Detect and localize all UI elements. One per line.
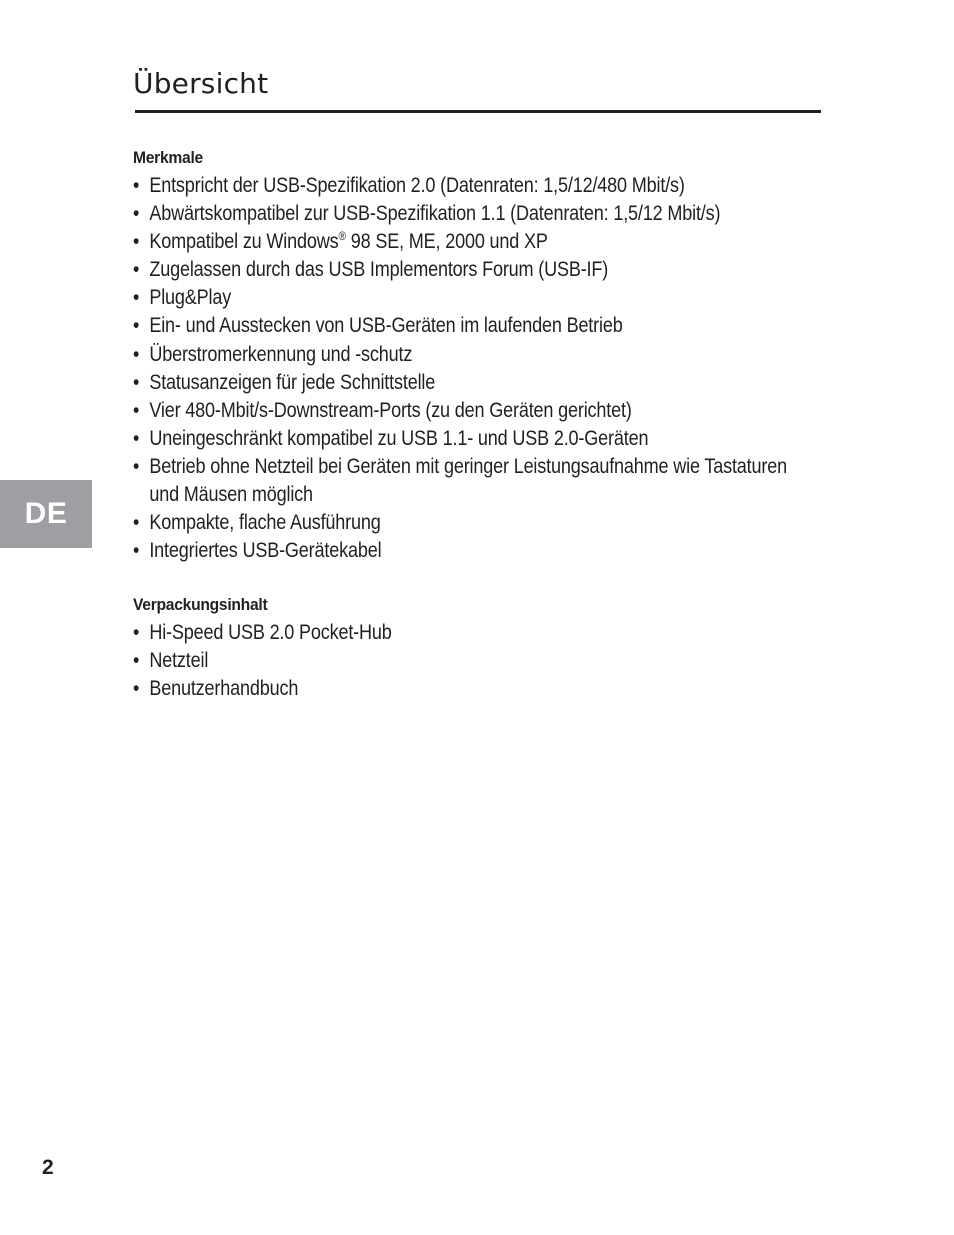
- list-item-text: [149, 228, 547, 256]
- windows-label: Kompatibel zu Windows: [149, 230, 339, 254]
- list-item: [133, 228, 735, 256]
- language-tab: [0, 480, 92, 548]
- list-item: [133, 675, 735, 703]
- bullet-icon: •: [133, 258, 140, 282]
- package-contents-list: [133, 619, 833, 703]
- bullet-icon: •: [133, 677, 140, 701]
- bullet-icon: •: [133, 202, 140, 226]
- list-item-text: Zugelassen durch das USB Implementors Forum (USB-IF): [149, 258, 609, 282]
- bullet-icon: •: [133, 314, 140, 338]
- list-item-text: Benutzerhandbuch: [149, 677, 299, 701]
- features-list: [133, 172, 833, 565]
- list-item: [133, 453, 787, 509]
- windows-versions: 98 SE, ME, 2000 und XP: [345, 230, 548, 254]
- list-item: [133, 312, 735, 340]
- bullet-icon: •: [133, 454, 140, 478]
- list-item-text: Integriertes USB-Gerätekabel: [149, 539, 382, 563]
- features-heading: Merkmale: [133, 148, 203, 167]
- list-item: [133, 200, 735, 228]
- features-section: [133, 144, 833, 565]
- list-item-text: Ein- und Ausstecken von USB-Geräten im laufenden Betrieb: [149, 314, 623, 338]
- list-item: [133, 369, 735, 397]
- list-item: [133, 509, 735, 537]
- list-item-text: Hi-Speed USB 2.0 Pocket-Hub: [149, 621, 392, 644]
- page-title: Übersicht: [133, 67, 269, 100]
- bullet-icon: •: [133, 230, 140, 254]
- bullet-icon: •: [133, 342, 140, 366]
- list-item-text: Uneingeschränkt kompatibel zu USB 1.1- und USB 2.0-Geräten: [149, 426, 649, 450]
- list-item: [133, 256, 735, 284]
- list-item: [133, 172, 735, 200]
- list-item: [133, 425, 735, 453]
- list-item-text: Überstromerkennung und -schutz: [149, 342, 413, 366]
- bullet-icon: •: [133, 398, 140, 422]
- bullet-icon: •: [133, 621, 140, 644]
- list-item-text: Kompakte, flache Ausführung: [149, 511, 381, 535]
- list-item-text: Abwärtskompatibel zur USB-Spezifikation 1.1 (Datenraten: 1,5/12 Mbit/s): [149, 202, 721, 226]
- registered-mark: ®: [338, 229, 346, 244]
- list-item: [133, 647, 735, 675]
- bullet-icon: •: [133, 649, 140, 673]
- language-tab-label: DE: [24, 497, 68, 530]
- bullet-icon: •: [133, 174, 140, 197]
- package-contents-heading: Verpackungsinhalt: [133, 595, 268, 614]
- bullet-icon: •: [133, 426, 140, 450]
- list-item: [133, 341, 735, 369]
- list-item-text: Entspricht der USB-Spezifikation 2.0 (Datenraten: 1,5/12/480 Mbit/s): [149, 174, 685, 197]
- package-contents-section: [133, 591, 833, 703]
- list-item: [133, 284, 735, 312]
- title-divider: [135, 110, 821, 113]
- list-item-text: Vier 480-Mbit/s-Downstream-Ports (zu den Geräten gerichtet): [149, 398, 632, 422]
- page-number: 2: [42, 1156, 54, 1179]
- bullet-icon: •: [133, 370, 140, 394]
- list-item: [133, 397, 735, 425]
- list-item-text: Plug&Play: [149, 286, 232, 310]
- list-item-text: Netzteil: [149, 649, 209, 673]
- list-item-text: Betrieb ohne Netzteil bei Geräten mit geringer Leistungsaufnahme wie Tastaturen und Mäusen möglich: [149, 454, 787, 507]
- list-item: [133, 537, 735, 565]
- bullet-icon: •: [133, 511, 140, 535]
- bullet-icon: •: [133, 539, 140, 563]
- bullet-icon: •: [133, 286, 140, 310]
- list-item-text: Statusanzeigen für jede Schnittstelle: [149, 370, 436, 394]
- list-item: [133, 619, 735, 647]
